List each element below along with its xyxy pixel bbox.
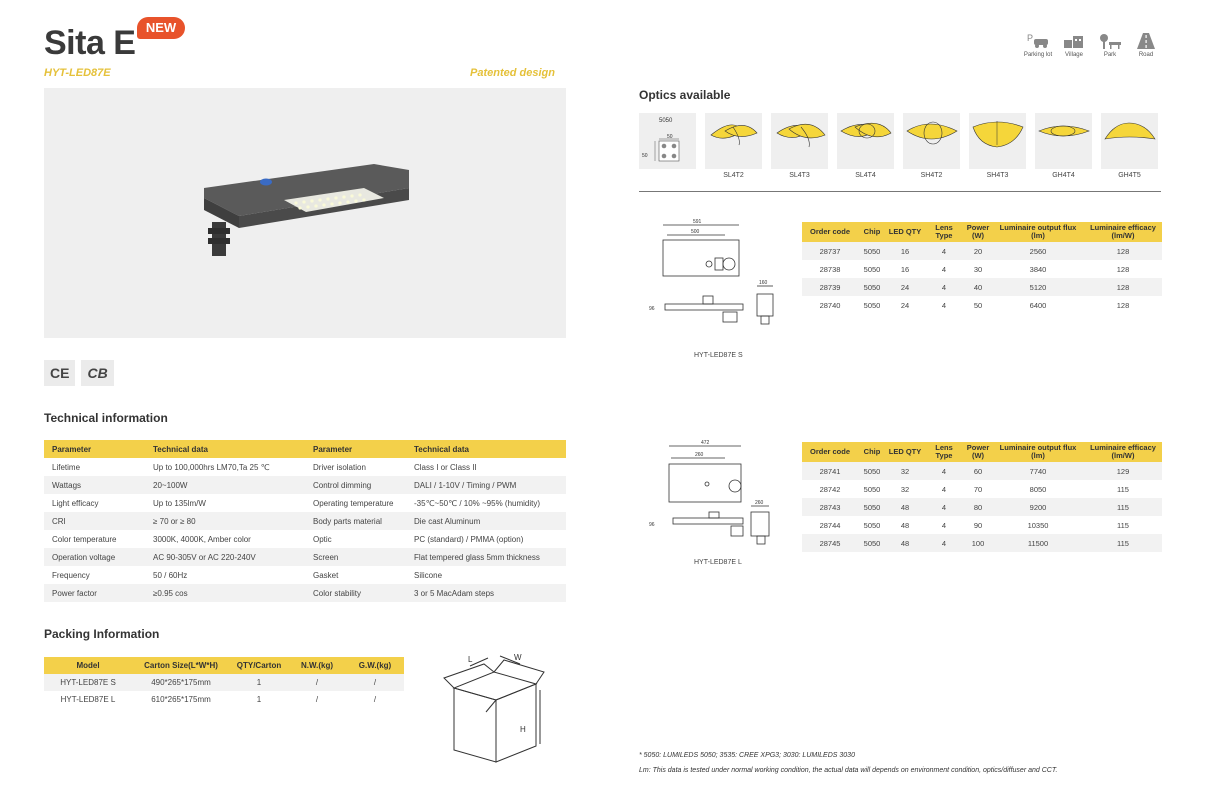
optic-sl4t3: [771, 113, 828, 169]
th-model: Model: [44, 657, 132, 674]
ce-mark: CE: [44, 360, 75, 386]
spec-header-cell: LED QTY: [886, 222, 924, 242]
carton-h-label: H: [520, 725, 526, 734]
parking-label: Parking lot: [1023, 52, 1053, 58]
table-cell: 10350: [1027, 520, 1049, 530]
application-parking: [1022, 32, 1054, 58]
th-nw: N.W.(kg): [288, 657, 346, 674]
new-badge: NEW: [137, 17, 185, 39]
svg-text:5050: 5050: [659, 118, 673, 124]
optic-label-chip: [639, 172, 696, 179]
table-cell: Silicone: [414, 570, 443, 580]
spec-header-cell: LED QTY: [886, 442, 924, 462]
table-cell: Screen: [305, 548, 406, 566]
table-cell: DALI / 1-10V / Timing / PWM: [406, 476, 566, 494]
th-parameter-2: Parameter: [305, 440, 406, 458]
spec-table-l: [802, 442, 1162, 552]
table-row: [802, 296, 1162, 314]
table-cell: 5050: [858, 498, 886, 516]
table-cell: 5050: [858, 462, 886, 480]
table-cell: 32: [886, 462, 924, 480]
spec-header-cell: Luminaire output flux (lm): [992, 442, 1084, 462]
table-cell: 28743: [802, 498, 858, 516]
spec-header-cell: Power (W): [964, 442, 992, 462]
table-cell: 40: [964, 278, 992, 296]
table-cell: 4: [941, 300, 947, 310]
table-cell: 5050: [863, 300, 881, 310]
spec-table-s: [802, 222, 1162, 314]
table-cell: 16: [900, 264, 910, 274]
table-cell: /: [346, 674, 404, 691]
spec-header-cell: Order code: [802, 222, 858, 242]
patented-label: Patented design: [470, 67, 555, 79]
gh4t5-pattern-icon: [1101, 113, 1158, 169]
table-cell: Up to 100,000hrs LM70,Ta 25 ℃: [153, 462, 270, 472]
road-label: Road: [1138, 52, 1154, 58]
spec-header-cell: Luminaire output flux (lm): [992, 222, 1084, 242]
table-cell: Operating temperature: [313, 498, 394, 508]
svg-text:591: 591: [693, 219, 702, 225]
table-cell: Driver isolation: [313, 462, 366, 472]
table-row: [802, 462, 1162, 480]
table-cell: 128: [1084, 242, 1162, 260]
table-cell: 48: [886, 534, 924, 552]
table-cell: Color stability: [305, 584, 406, 602]
footnote-chips: * 5050: LUMILEDS 5050; 3535: CREE XPG3; 3030: LUMILEDS 3030: [639, 752, 855, 759]
carton-drawing: [440, 650, 550, 765]
th-qty: QTY/Carton: [230, 657, 288, 674]
table-cell: 5050: [863, 520, 881, 530]
footnote-lm: Lm: This data is tested under normal working condition, the actual data will depends on environment condition, optics/diffuser and CCT.: [639, 767, 1058, 774]
table-cell: 5050: [858, 534, 886, 552]
table-cell: 115: [1084, 498, 1162, 516]
svg-text:96: 96: [649, 522, 655, 528]
table-cell: 5050: [858, 278, 886, 296]
table-cell: 3840: [1029, 264, 1047, 274]
table-cell: /: [373, 695, 377, 704]
spec-header-cell: Lens Type: [924, 222, 964, 242]
page-title: Sita E: [44, 24, 136, 62]
park-label: Park: [1103, 52, 1117, 58]
sl4t4-pattern-icon: [837, 113, 894, 169]
carton-w-label: W: [514, 653, 522, 662]
table-row: [44, 494, 566, 512]
table-row: [802, 242, 1162, 260]
table-cell: 100: [964, 534, 992, 552]
table-cell: 70: [973, 484, 983, 494]
table-cell: 28741: [802, 462, 858, 480]
table-cell: 128: [1116, 300, 1130, 310]
table-cell: Lifetime: [52, 462, 81, 472]
table-cell: 4: [941, 484, 947, 494]
table-cell: 80: [964, 498, 992, 516]
th-technical-data: Technical data: [145, 440, 305, 458]
table-cell: Control dimming: [305, 476, 406, 494]
table-cell: Frequency: [52, 570, 90, 580]
table-row: [44, 458, 566, 476]
application-park: [1094, 32, 1126, 58]
spec-header-cell: Power (W): [964, 222, 992, 242]
table-cell: 2560: [992, 242, 1084, 260]
table-cell: HYT-LED87E S: [44, 674, 132, 691]
certifications: [44, 360, 114, 386]
optic-label: GH4T4: [1052, 172, 1075, 179]
table-cell: 28744: [819, 520, 841, 530]
village-label: Village: [1065, 52, 1083, 58]
table-row: [802, 498, 1162, 516]
table-row: [44, 548, 566, 566]
svg-text:P: P: [1027, 33, 1034, 43]
drawing-s-label: HYT-LED87E S: [694, 352, 743, 359]
table-cell: 4: [924, 498, 964, 516]
park-icon: [1097, 32, 1123, 50]
th-gw: G.W.(kg): [346, 657, 404, 674]
table-cell: 48: [886, 498, 924, 516]
optic-gh4t5: [1101, 113, 1158, 169]
parking-icon: [1025, 32, 1051, 50]
table-cell: 28740: [819, 300, 841, 310]
table-row: [44, 476, 566, 494]
table-cell: 20: [964, 242, 992, 260]
table-cell: 115: [1117, 484, 1129, 494]
table-cell: AC 90-305V or AC 220-240V: [145, 548, 305, 566]
table-cell: Body parts material: [305, 512, 406, 530]
chip-icon: [639, 113, 696, 169]
table-cell: 5050: [863, 484, 881, 494]
table-row: [802, 516, 1162, 534]
table-cell: 128: [1084, 278, 1162, 296]
table-cell: Wattags: [44, 476, 145, 494]
table-cell: Light efficacy: [52, 498, 99, 508]
application-village: [1058, 32, 1090, 58]
table-cell: 5050: [863, 264, 881, 274]
svg-text:500: 500: [691, 229, 700, 235]
svg-text:96: 96: [649, 306, 655, 312]
drawing-s: [645, 216, 795, 326]
table-cell: 28738: [819, 264, 841, 274]
table-cell: HYT-LED87E L: [60, 695, 116, 704]
table-cell: 5120: [992, 278, 1084, 296]
svg-text:472: 472: [701, 440, 710, 446]
packing-info-title: Packing Information: [44, 627, 160, 641]
technical-header-row: [44, 440, 566, 458]
table-cell: 490*265*175mm: [132, 674, 230, 691]
table-cell: 60: [964, 462, 992, 480]
table-cell: PC (standard) / PMMA (option): [414, 534, 524, 544]
sl4t3-pattern-icon: [771, 113, 828, 169]
table-cell: 4: [941, 520, 947, 530]
table-cell: 115: [1084, 534, 1162, 552]
table-cell: 1: [230, 674, 288, 691]
optic-label: GH4T5: [1118, 172, 1141, 179]
table-cell: 610*265*175mm: [151, 695, 211, 704]
table-cell: Optic: [313, 534, 332, 544]
carton-box-icon: [440, 650, 550, 765]
svg-text:160: 160: [759, 280, 768, 286]
table-row: [44, 584, 566, 602]
table-cell: 4: [924, 534, 964, 552]
packing-header-row: [44, 657, 404, 674]
table-cell: CRI: [44, 512, 145, 530]
optic-gh4t4: [1035, 113, 1092, 169]
chip-diagram: [639, 113, 696, 169]
table-cell: 3 or 5 MacAdam steps: [406, 584, 566, 602]
sh4t2-pattern-icon: [903, 113, 960, 169]
optic-label: SH4T3: [986, 172, 1009, 179]
optic-sh4t3: [969, 113, 1026, 169]
table-cell: ≥0.95 cos: [145, 584, 305, 602]
table-row: [44, 566, 566, 584]
svg-text:50: 50: [667, 134, 673, 140]
packing-table: [44, 657, 404, 708]
table-cell: 30: [973, 264, 983, 274]
table-cell: 28739: [802, 278, 858, 296]
table-cell: 8050: [1029, 484, 1047, 494]
table-cell: 4: [924, 462, 964, 480]
table-cell: 4: [924, 278, 964, 296]
table-cell: Class I or Class II: [414, 462, 477, 472]
spec-l-header-row: [802, 442, 1162, 462]
spec-s-header-row: [802, 222, 1162, 242]
product-image: [44, 88, 566, 338]
table-cell: 9200: [992, 498, 1084, 516]
drawing-l-label: HYT-LED87E L: [694, 559, 742, 566]
spec-header-cell: Chip: [858, 442, 886, 462]
spec-header-cell: Order code: [802, 442, 858, 462]
table-cell: 20~100W: [145, 476, 305, 494]
optic-sh4t2: [903, 113, 960, 169]
table-cell: 128: [1116, 264, 1130, 274]
application-road: [1130, 32, 1162, 58]
application-icons: [1022, 32, 1162, 58]
sh4t3-pattern-icon: [969, 113, 1026, 169]
th-technical-data-2: Technical data: [406, 440, 566, 458]
table-cell: 129: [1084, 462, 1162, 480]
table-cell: 50 / 60Hz: [153, 570, 188, 580]
table-row: [44, 691, 404, 708]
optic-label: SL4T4: [855, 172, 876, 179]
optics-row: [639, 113, 1158, 169]
optic-label: SL4T3: [789, 172, 810, 179]
table-row: [802, 260, 1162, 278]
optic-labels: [639, 172, 1158, 179]
table-cell: 24: [900, 300, 910, 310]
table-cell: 11500: [992, 534, 1084, 552]
table-cell: Die cast Aluminum: [406, 512, 566, 530]
table-cell: 5050: [858, 242, 886, 260]
table-cell: Color temperature: [52, 534, 117, 544]
table-cell: Flat tempered glass 5mm thickness: [406, 548, 566, 566]
svg-text:260: 260: [755, 500, 764, 506]
table-cell: -35℃~50℃ / 10% ~95% (humidity): [414, 498, 541, 508]
table-row: [44, 530, 566, 548]
table-cell: /: [315, 695, 319, 704]
village-icon: [1061, 32, 1087, 50]
table-cell: 115: [1117, 520, 1129, 530]
table-cell: 16: [886, 242, 924, 260]
table-cell: Power factor: [44, 584, 145, 602]
table-cell: 1: [256, 695, 262, 704]
model-code: HYT-LED87E: [44, 67, 111, 79]
table-cell: 90: [973, 520, 983, 530]
table-cell: 7740: [992, 462, 1084, 480]
spec-header-cell: Chip: [858, 222, 886, 242]
gh4t4-pattern-icon: [1035, 113, 1092, 169]
table-cell: 48: [900, 520, 910, 530]
carton-l-label: L: [468, 655, 473, 664]
th-parameter: Parameter: [44, 440, 145, 458]
technical-info-title: Technical information: [44, 411, 168, 425]
table-row: [802, 534, 1162, 552]
table-cell: 4: [924, 242, 964, 260]
cb-mark: CB: [81, 360, 113, 386]
dimension-drawing-l: [645, 438, 795, 548]
technical-table: [44, 440, 566, 602]
optic-label: SH4T2: [920, 172, 943, 179]
spec-header-cell: Luminaire efficacy (lm/W): [1084, 222, 1162, 242]
table-cell: Up to 135lm/W: [153, 498, 206, 508]
table-cell: 3000K, 4000K, Amber color: [153, 534, 251, 544]
table-row: [802, 480, 1162, 498]
table-cell: ≥ 70 or ≥ 80: [145, 512, 305, 530]
table-cell: /: [288, 674, 346, 691]
spec-header-cell: Lens Type: [924, 442, 964, 462]
optics-title: Optics available: [639, 88, 731, 102]
optics-divider: [639, 191, 1161, 192]
table-row: [44, 512, 566, 530]
table-cell: 4: [941, 264, 947, 274]
dimension-drawing-s: [645, 216, 795, 326]
table-cell: 50: [973, 300, 983, 310]
sl4t2-pattern-icon: [705, 113, 762, 169]
drawing-l: [645, 438, 795, 548]
svg-text:50: 50: [642, 153, 648, 159]
street-light-illustration: [44, 88, 566, 338]
table-cell: Gasket: [313, 570, 339, 580]
optic-label: SL4T2: [723, 172, 744, 179]
table-row: [44, 674, 404, 691]
table-cell: Operation voltage: [44, 548, 145, 566]
road-icon: [1133, 32, 1159, 50]
table-cell: 28745: [802, 534, 858, 552]
table-cell: 32: [900, 484, 910, 494]
table-cell: 28742: [819, 484, 841, 494]
spec-header-cell: Luminaire efficacy (lm/W): [1084, 442, 1162, 462]
optic-sl4t2: [705, 113, 762, 169]
optic-sl4t4: [837, 113, 894, 169]
table-cell: 6400: [1029, 300, 1047, 310]
th-carton-size: Carton Size(L*W*H): [132, 657, 230, 674]
table-cell: 28737: [802, 242, 858, 260]
table-cell: 24: [886, 278, 924, 296]
svg-text:260: 260: [695, 452, 704, 458]
table-row: [802, 278, 1162, 296]
